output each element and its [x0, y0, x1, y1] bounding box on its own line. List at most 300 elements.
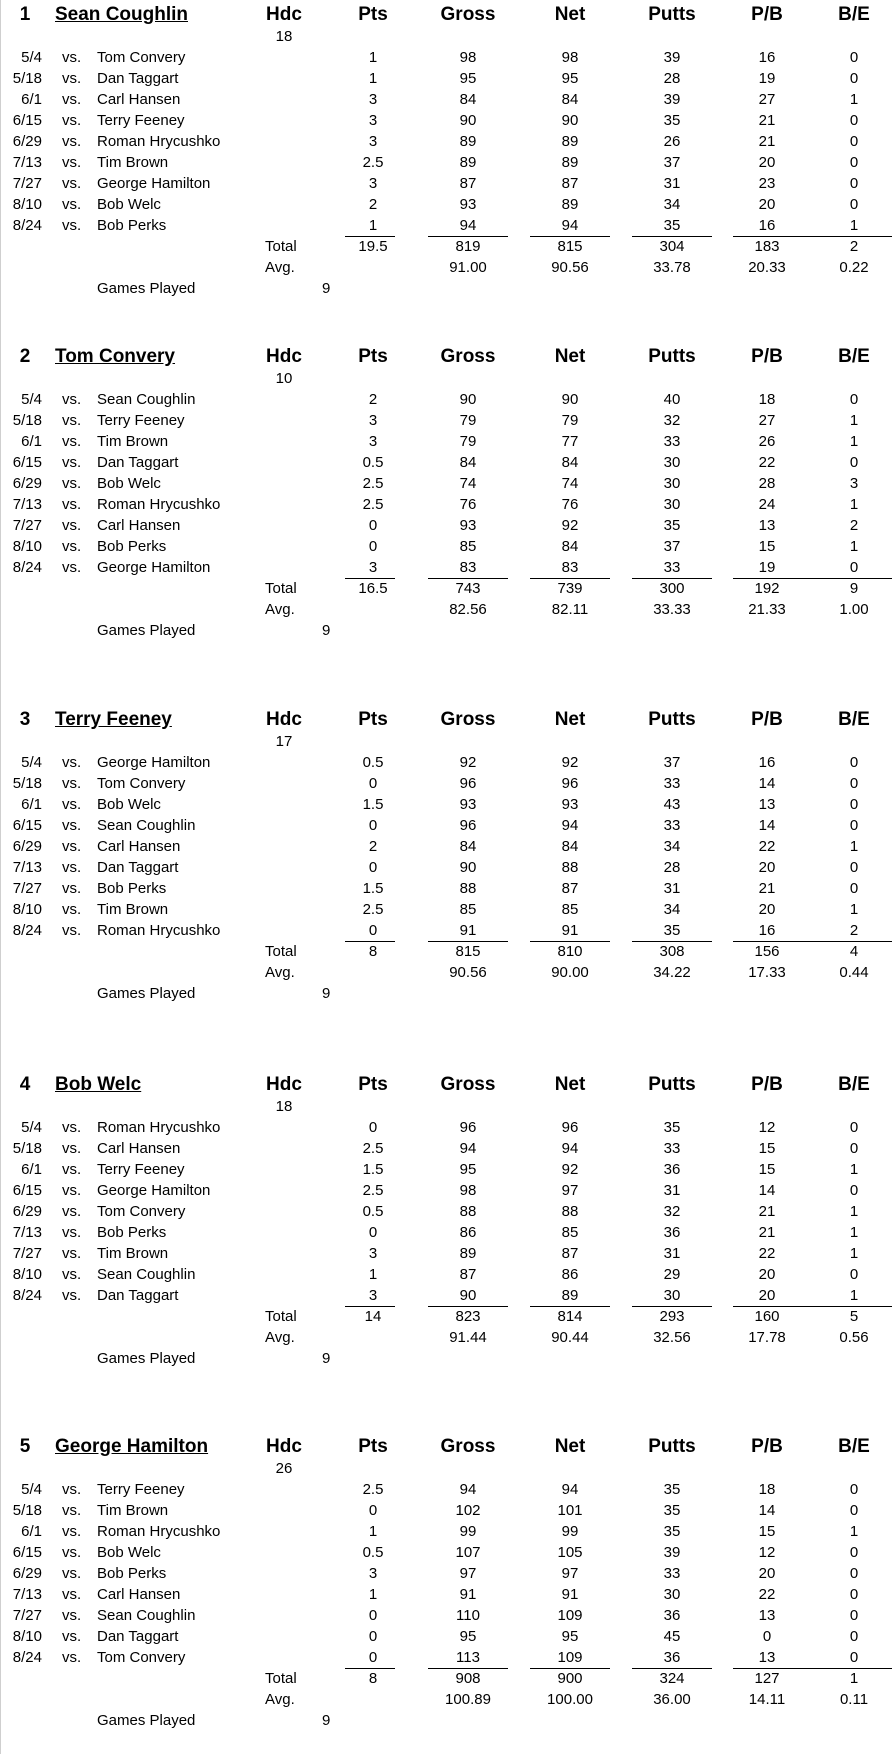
net-cell: 101 [557, 1502, 583, 1519]
points-cell: 0 [368, 817, 378, 834]
match-date: 6/29 [12, 1203, 42, 1220]
net-cell: 86 [561, 1266, 579, 1283]
column-header-gross: Gross [440, 1074, 496, 1095]
match-row [0, 1161, 893, 1182]
average-pb: 14.11 [748, 1691, 786, 1708]
be-cell: 1 [849, 1224, 859, 1241]
total-rule-pts [345, 941, 395, 942]
putts-cell: 31 [663, 175, 681, 192]
net-cell: 90 [561, 391, 579, 408]
match-row [0, 1224, 893, 1245]
gross-cell: 95 [459, 1628, 477, 1645]
column-header-net: Net [554, 4, 586, 25]
gross-cell: 94 [459, 1140, 477, 1157]
points-cell: 0 [368, 1119, 378, 1136]
average-putts: 33.78 [653, 259, 691, 276]
average-pb: 20.33 [748, 259, 786, 276]
pb-cell: 27 [758, 91, 776, 108]
match-date: 5/18 [12, 775, 42, 792]
pb-cell: 21 [758, 133, 776, 150]
player-name: Bob Welc [55, 1074, 142, 1095]
gross-cell: 79 [459, 412, 477, 429]
points-cell: 0 [368, 922, 378, 939]
gross-cell: 76 [459, 496, 477, 513]
column-header-pb: P/B [751, 4, 783, 25]
total-label: Total [265, 238, 297, 255]
player-name: Sean Coughlin [55, 4, 188, 25]
be-cell: 0 [849, 454, 859, 471]
putts-cell: 30 [663, 496, 681, 513]
net-cell: 109 [557, 1607, 583, 1624]
net-cell: 92 [561, 1161, 579, 1178]
match-row [0, 412, 893, 433]
vs-label: vs. [62, 70, 82, 87]
vs-label: vs. [62, 196, 82, 213]
match-row [0, 817, 893, 838]
opponent-name: Sean Coughlin [97, 817, 196, 834]
opponent-name: Bob Perks [97, 880, 167, 897]
match-date: 8/10 [12, 196, 42, 213]
net-cell: 91 [561, 922, 579, 939]
net-cell: 84 [561, 91, 579, 108]
total-rule-putts [632, 1668, 712, 1669]
handicap-value: 10 [275, 370, 293, 387]
vs-label: vs. [62, 1649, 82, 1666]
be-cell: 1 [849, 1523, 859, 1540]
opponent-name: Bob Perks [97, 1565, 167, 1582]
gross-cell: 87 [459, 175, 477, 192]
average-gross: 91.00 [449, 259, 487, 276]
gross-cell: 94 [459, 217, 477, 234]
gross-cell: 89 [459, 1245, 477, 1262]
points-cell: 0 [368, 1607, 378, 1624]
putts-cell: 37 [663, 538, 681, 555]
points-cell: 0 [368, 1649, 378, 1666]
vs-label: vs. [62, 112, 82, 129]
games-played-label: Games Played [97, 280, 196, 297]
points-cell: 2 [368, 391, 378, 408]
vs-label: vs. [62, 1161, 82, 1178]
net-cell: 98 [561, 49, 579, 66]
match-row [0, 133, 893, 154]
handicap-value: 18 [275, 1098, 293, 1115]
column-header-pts: Pts [358, 346, 388, 367]
pb-cell: 16 [758, 754, 776, 771]
total-rule-net [530, 236, 610, 237]
pb-cell: 13 [758, 1607, 776, 1624]
average-putts: 33.33 [653, 601, 691, 618]
column-header-pts: Pts [358, 4, 388, 25]
total-label: Total [265, 943, 297, 960]
average-be: 1.00 [839, 601, 869, 618]
opponent-name: Tom Convery [97, 49, 186, 66]
pb-cell: 14 [758, 817, 776, 834]
average-row [0, 601, 893, 622]
match-row [0, 859, 893, 880]
total-pb: 127 [754, 1670, 780, 1687]
column-header-pb: P/B [751, 709, 783, 730]
match-row [0, 1481, 893, 1502]
match-date: 7/13 [12, 1586, 42, 1603]
vs-label: vs. [62, 817, 82, 834]
average-row [0, 1329, 893, 1350]
net-cell: 87 [561, 175, 579, 192]
average-net: 90.44 [551, 1329, 589, 1346]
be-cell: 1 [849, 1161, 859, 1178]
match-row [0, 559, 893, 580]
net-cell: 87 [561, 880, 579, 897]
column-header-be: B/E [838, 4, 870, 25]
match-date: 8/10 [12, 538, 42, 555]
games-played-value: 9 [322, 1712, 331, 1729]
putts-cell: 29 [663, 1266, 681, 1283]
match-date: 6/15 [12, 112, 42, 129]
points-cell: 0 [368, 1502, 378, 1519]
column-header-gross: Gross [440, 4, 496, 25]
putts-cell: 35 [663, 1502, 681, 1519]
total-rule-net [530, 578, 610, 579]
match-row [0, 154, 893, 175]
opponent-name: Sean Coughlin [97, 1266, 196, 1283]
pb-cell: 14 [758, 775, 776, 792]
total-rule-be [812, 578, 892, 579]
opponent-name: Bob Welc [97, 196, 161, 213]
gross-cell: 79 [459, 433, 477, 450]
points-cell: 3 [368, 1245, 378, 1262]
total-rule-putts [632, 1306, 712, 1307]
pb-cell: 26 [758, 433, 776, 450]
total-rule-putts [632, 578, 712, 579]
putts-cell: 43 [663, 796, 681, 813]
match-row [0, 1649, 893, 1670]
points-cell: 1.5 [362, 1161, 384, 1178]
match-date: 7/27 [12, 517, 42, 534]
match-date: 5/4 [21, 1481, 42, 1498]
average-gross: 100.89 [445, 1691, 491, 1708]
match-row [0, 796, 893, 817]
points-cell: 3 [368, 412, 378, 429]
total-label: Total [265, 1670, 297, 1687]
total-net: 815 [557, 238, 583, 255]
opponent-name: Roman Hrycushko [97, 496, 221, 513]
pb-cell: 12 [758, 1544, 776, 1561]
total-putts: 308 [659, 943, 685, 960]
vs-label: vs. [62, 1607, 82, 1624]
points-cell: 0.5 [362, 454, 384, 471]
pb-cell: 13 [758, 1649, 776, 1666]
gross-cell: 84 [459, 838, 477, 855]
putts-cell: 34 [663, 196, 681, 213]
be-cell: 0 [849, 1481, 859, 1498]
column-header-hdc: Hdc [266, 1436, 302, 1457]
gross-cell: 93 [459, 517, 477, 534]
putts-cell: 33 [663, 1140, 681, 1157]
player-rank: 5 [19, 1436, 31, 1457]
games-played-value: 9 [322, 985, 331, 1002]
match-row [0, 1140, 893, 1161]
gross-cell: 89 [459, 154, 477, 171]
match-date: 8/24 [12, 1287, 42, 1304]
gross-cell: 107 [455, 1544, 481, 1561]
putts-cell: 28 [663, 859, 681, 876]
vs-label: vs. [62, 1140, 82, 1157]
pb-cell: 14 [758, 1182, 776, 1199]
total-gross: 819 [455, 238, 481, 255]
gross-cell: 84 [459, 454, 477, 471]
putts-cell: 30 [663, 1287, 681, 1304]
total-pb: 183 [754, 238, 780, 255]
gross-cell: 85 [459, 901, 477, 918]
net-cell: 96 [561, 775, 579, 792]
vs-label: vs. [62, 1481, 82, 1498]
opponent-name: Bob Perks [97, 217, 167, 234]
column-header-pts: Pts [358, 1436, 388, 1457]
pb-cell: 18 [758, 1481, 776, 1498]
match-row [0, 922, 893, 943]
total-points: 8 [368, 1670, 378, 1687]
points-cell: 1.5 [362, 880, 384, 897]
total-rule-be [812, 1668, 892, 1669]
match-row [0, 217, 893, 238]
pb-cell: 22 [758, 1586, 776, 1603]
handicap-value: 26 [275, 1460, 293, 1477]
games-played-row [0, 280, 893, 301]
gross-cell: 91 [459, 1586, 477, 1603]
average-row [0, 259, 893, 280]
vs-label: vs. [62, 1119, 82, 1136]
total-net: 739 [557, 580, 583, 597]
points-cell: 3 [368, 91, 378, 108]
player-rank: 1 [19, 4, 31, 25]
points-cell: 0 [368, 517, 378, 534]
gross-cell: 113 [456, 1649, 480, 1666]
opponent-name: Dan Taggart [97, 1628, 179, 1645]
points-cell: 1 [368, 1586, 378, 1603]
be-cell: 0 [849, 154, 859, 171]
player-rank: 2 [19, 346, 31, 367]
total-putts: 293 [659, 1308, 685, 1325]
match-date: 7/13 [12, 859, 42, 876]
total-rule-pts [345, 1306, 395, 1307]
player-block [0, 1434, 893, 1734]
match-date: 5/4 [21, 1119, 42, 1136]
vs-label: vs. [62, 754, 82, 771]
total-rule-pb [733, 1668, 813, 1669]
gross-cell: 88 [459, 1203, 477, 1220]
opponent-name: Tim Brown [97, 1245, 169, 1262]
average-gross: 82.56 [449, 601, 487, 618]
pb-cell: 16 [758, 49, 776, 66]
putts-cell: 32 [663, 1203, 681, 1220]
average-gross: 90.56 [449, 964, 487, 981]
be-cell: 0 [849, 1565, 859, 1582]
handicap-value: 17 [275, 733, 293, 750]
vs-label: vs. [62, 475, 82, 492]
putts-cell: 39 [663, 1544, 681, 1561]
match-date: 6/29 [12, 475, 42, 492]
opponent-name: Terry Feeney [97, 412, 185, 429]
opponent-name: George Hamilton [97, 559, 211, 576]
average-label: Avg. [265, 1691, 295, 1708]
total-net: 900 [557, 1670, 583, 1687]
putts-cell: 35 [663, 1481, 681, 1498]
net-cell: 95 [561, 1628, 579, 1645]
column-header-putts: Putts [648, 346, 696, 367]
total-gross: 823 [455, 1308, 481, 1325]
average-label: Avg. [265, 259, 295, 276]
pb-cell: 15 [758, 1140, 776, 1157]
average-pb: 17.33 [748, 964, 786, 981]
opponent-name: Tim Brown [97, 901, 169, 918]
match-date: 6/29 [12, 1565, 42, 1582]
gross-cell: 89 [459, 133, 477, 150]
match-row [0, 196, 893, 217]
opponent-name: Roman Hrycushko [97, 133, 221, 150]
column-header-hdc: Hdc [266, 4, 302, 25]
column-header-putts: Putts [648, 4, 696, 25]
net-cell: 95 [561, 70, 579, 87]
points-cell: 1 [368, 70, 378, 87]
opponent-name: Tom Convery [97, 1649, 186, 1666]
be-cell: 2 [849, 517, 859, 534]
player-block [0, 344, 893, 644]
opponent-name: Roman Hrycushko [97, 1119, 221, 1136]
putts-cell: 30 [663, 1586, 681, 1603]
points-cell: 2 [368, 838, 378, 855]
column-header-hdc: Hdc [266, 346, 302, 367]
match-date: 8/24 [12, 217, 42, 234]
putts-cell: 34 [663, 838, 681, 855]
opponent-name: Sean Coughlin [97, 391, 196, 408]
match-date: 6/1 [21, 796, 42, 813]
games-played-value: 9 [322, 1350, 331, 1367]
player-name: Terry Feeney [55, 709, 172, 730]
gross-cell: 98 [459, 1182, 477, 1199]
opponent-name: Carl Hansen [97, 1140, 181, 1157]
points-cell: 2.5 [362, 496, 384, 513]
be-cell: 0 [849, 133, 859, 150]
vs-label: vs. [62, 922, 82, 939]
column-header-putts: Putts [648, 709, 696, 730]
player-block [0, 707, 893, 1007]
total-putts: 324 [659, 1670, 685, 1687]
points-cell: 0 [368, 1224, 378, 1241]
be-cell: 0 [849, 1502, 859, 1519]
vs-label: vs. [62, 1586, 82, 1603]
match-date: 7/13 [12, 1224, 42, 1241]
vs-label: vs. [62, 391, 82, 408]
be-cell: 1 [849, 538, 859, 555]
match-row [0, 1565, 893, 1586]
net-cell: 84 [561, 538, 579, 555]
opponent-name: George Hamilton [97, 1182, 211, 1199]
gross-cell: 102 [455, 1502, 481, 1519]
average-label: Avg. [265, 601, 295, 618]
vs-label: vs. [62, 1182, 82, 1199]
be-cell: 0 [849, 1628, 859, 1645]
column-header-be: B/E [838, 346, 870, 367]
pb-cell: 20 [758, 196, 776, 213]
total-rule-pb [733, 236, 813, 237]
be-cell: 1 [849, 433, 859, 450]
vs-label: vs. [62, 496, 82, 513]
net-cell: 89 [561, 1287, 579, 1304]
match-date: 7/13 [12, 154, 42, 171]
match-row [0, 838, 893, 859]
total-points: 19.5 [358, 238, 388, 255]
vs-label: vs. [62, 454, 82, 471]
games-played-label: Games Played [97, 622, 196, 639]
gross-cell: 110 [456, 1607, 480, 1624]
match-row [0, 1182, 893, 1203]
games-played-value: 9 [322, 622, 331, 639]
games-played-row [0, 1350, 893, 1371]
total-rule-putts [632, 941, 712, 942]
opponent-name: Tim Brown [97, 154, 169, 171]
average-be: 0.22 [839, 259, 869, 276]
be-cell: 0 [849, 880, 859, 897]
be-cell: 0 [849, 1649, 859, 1666]
be-cell: 1 [849, 91, 859, 108]
player-rank: 4 [19, 1074, 31, 1095]
total-be: 9 [849, 580, 859, 597]
putts-cell: 31 [663, 1245, 681, 1262]
column-header-gross: Gross [440, 346, 496, 367]
gross-cell: 86 [459, 1224, 477, 1241]
vs-label: vs. [62, 1245, 82, 1262]
opponent-name: Roman Hrycushko [97, 922, 221, 939]
gross-cell: 90 [459, 112, 477, 129]
column-header-gross: Gross [440, 709, 496, 730]
match-row [0, 1544, 893, 1565]
handicap-value: 18 [275, 28, 293, 45]
opponent-name: Carl Hansen [97, 1586, 181, 1603]
match-row [0, 1628, 893, 1649]
net-cell: 84 [561, 454, 579, 471]
player-rank: 3 [19, 709, 31, 730]
opponent-name: Bob Perks [97, 1224, 167, 1241]
vs-label: vs. [62, 1224, 82, 1241]
gross-cell: 96 [459, 817, 477, 834]
match-row [0, 391, 893, 412]
putts-cell: 32 [663, 412, 681, 429]
points-cell: 1.5 [362, 796, 384, 813]
vs-label: vs. [62, 1628, 82, 1645]
putts-cell: 37 [663, 754, 681, 771]
match-date: 6/29 [12, 838, 42, 855]
match-date: 5/4 [21, 754, 42, 771]
total-be: 4 [849, 943, 859, 960]
gross-cell: 90 [459, 391, 477, 408]
match-row [0, 91, 893, 112]
points-cell: 3 [368, 133, 378, 150]
column-header-hdc: Hdc [266, 709, 302, 730]
opponent-name: Tim Brown [97, 433, 169, 450]
pb-cell: 20 [758, 1565, 776, 1582]
be-cell: 0 [849, 754, 859, 771]
average-putts: 32.56 [653, 1329, 691, 1346]
match-date: 8/10 [12, 1266, 42, 1283]
match-row [0, 538, 893, 559]
points-cell: 1 [368, 49, 378, 66]
total-be: 5 [849, 1308, 859, 1325]
pb-cell: 21 [758, 112, 776, 129]
column-header-net: Net [554, 1436, 586, 1457]
opponent-name: Dan Taggart [97, 859, 179, 876]
column-header-hdc: Hdc [266, 1074, 302, 1095]
net-cell: 88 [561, 859, 579, 876]
opponent-name: Terry Feeney [97, 1161, 185, 1178]
